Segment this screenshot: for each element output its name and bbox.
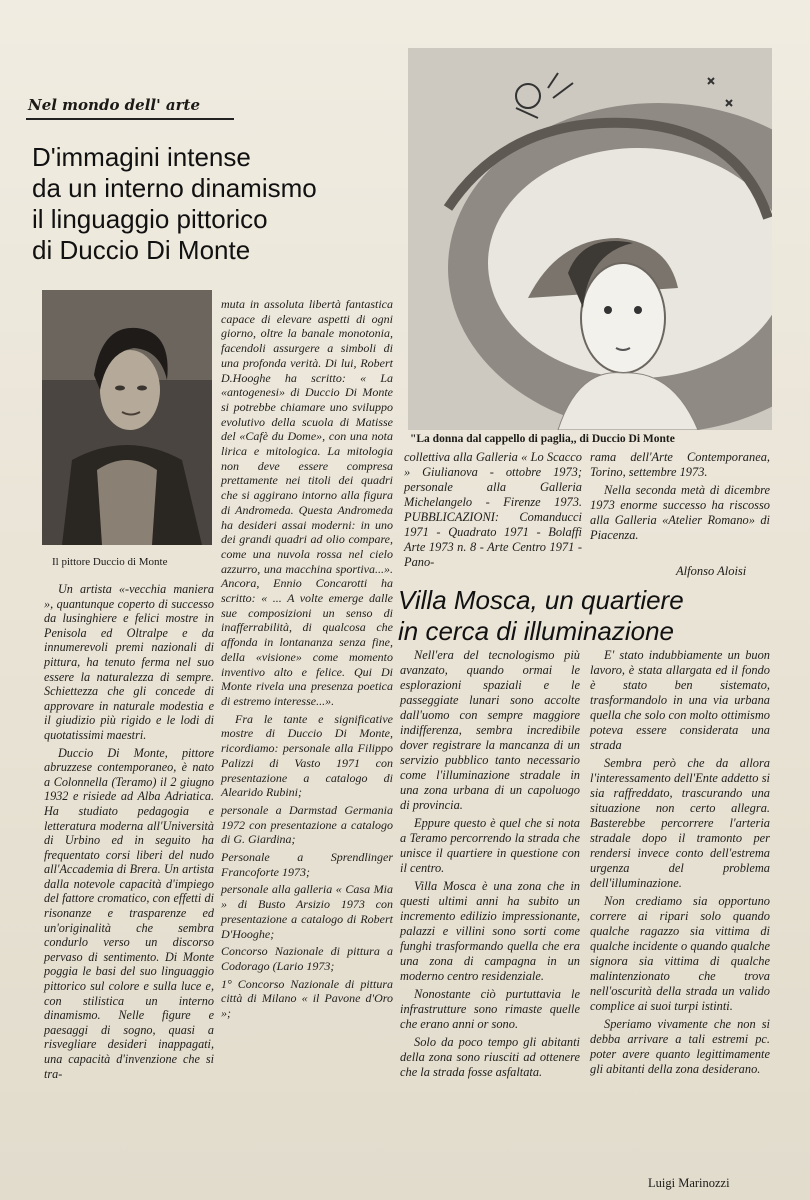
artwork-reproduction [408,48,772,430]
artist-portrait-photo [42,290,212,545]
paragraph: Fra le tante e significative mostre di Duccio Di Monte, ricordiamo: personale alla Filippo Palizzi di Vasto 1971 con presentazione a catalogo di Alearido Rubini; [221,711,393,800]
paragraph: Speriamo vivamente che non si debba arrivare a tali estremi pc. poter avere quanto legittimamente gli abitanti della zona desiderano. [590,1017,770,1076]
artwork-caption: "La donna dal cappello di paglia,, di Duccio Di Monte [410,433,675,445]
headline-line: il linguaggio pittorico [32,204,268,234]
column-3-top [404,450,582,573]
paragraph: personale a Darmstad Germania 1972 con presentazione a catalogo di G. Giardina; [221,802,393,847]
paragraph: muta in assoluta libertà fantastica capace di elevare aspetti di ogni giorno, oltre la banale monotonia, facendoli assurgere a simboli di una profonda verità. Di lui, Robert D.Hooghe ha scritto: « La «antogenesi» di Duccio Di Monte si potrebbe chiamare uno sviluppo evolutivo della scuola di Matisse del «Cafè du Dome», con una nota lirica e mitologica. La mitologia non deve essere compresa prettamente nei titoli dei quadri che si aggirano intorno alla figura di Andromeda. Questa Andromeda ha desideri assai moderni: in uno dei grandi quadri ad olio compare, come una nuvola rossa nel cielo azzurro, una macchina sportiva...». Ancora, Ennio Concarotti ha scritto: « ... A volte emerge dalle sue composizioni un senso di inafferrabilità, di qualcosa che affonda in lontananza senza fine, della «visione» come momento inventivo alto e felice. Qui Di Monte rivela una presenza poetica di estremo interesse...». [221,297,393,708]
column-2 [221,297,393,1024]
paragraph: Un artista «-vecchia maniera », quantunque coperto di successo da lusinghiere e felici mostre in Penisola ed Oltralpe e da innumerevoli premi nazionali di pittura, ha tenuto ferma nel suo essere la naturalezza di sempre. Schiettezza che gli concede di approvare in naturale modestia e il giudizio più rigido e le lodi di quotatissimi maestri. [44,582,214,742]
villa-headline [398,585,770,647]
section-underline [26,118,234,120]
paragraph: Sembra però che da allora l'interessamento dell'Ente addetto si sia raffreddato, trascurando una situazione non certo allegra. Basterebbe percorrere l'arteria stradale dopo il tramonto per rendersi invece conto dell'estrema urgenza del problema dell'illuminazione. [590,756,770,890]
paragraph: Non crediamo sia opportuno correre ai ripari solo quando qualche ragazzo sia vittima di qualche incidente o quando qualche signora sia vittima di qualche malintenzionato che trova nell'oscurità della strada un valido complice ai suoi turpi istinti. [590,894,770,1013]
paragraph: Nell'era del tecnologismo più avanzato, quando ormai le esplorazioni spaziali e le passeggiate lunari sono accolte dall'uomo con sempre maggiore indifferenza, sembra incredibile dover registrare la mancanza di un servizio pubblico tanto necessario come l'illuminazione stradale in una zona urbana di un capoluogo di provincia. [400,648,580,812]
article-headline [32,142,402,266]
paragraph: personale alla galleria « Casa Mia » di Busto Arsizio 1973 con presentazione a catalogo di Robert D'Hooghe; [221,882,393,941]
paragraph: E' stato indubbiamente un buon lavoro, è stata allargata ed il fondo è stato ben sistemato, trasformandolo in una via urbana quella che solo con molto ottimismo poteva essere considerata una strada [590,648,770,752]
paragraph: 1° Concorso Nazionale di pittura città di Milano « il Pavone d'Oro »; [221,976,393,1021]
paragraph: Duccio Di Monte, pittore abruzzese contemporaneo, è nato a Colonnella (Teramo) il 2 giugno 1932 e risiede ad Alba Adriatica. Ha studiato pedagogia e letteratura moderna all'Università di Urbino ed in seguito ha frequentato corsi liberi del nudo all'Accademia di Brera. Un artista dalla notevole capacità d'impiego del fattore cromatico, con effetti di risonanze e trasparenze ed un'originalità che sembra condurlo verso un discorso pervaso di sentimento. Di Monte poggia le basi del suo linguaggio pittorico sul colore e sulla luce e, con stilistica un interno dinamismo. Nelle figure e paesaggi di sogno, quasi a risvegliare desideri inappagati, una capacità d'invenzione che si tra- [44,745,214,1081]
villa-headline-line: Villa Mosca, un quartiere [398,585,684,615]
paragraph: Eppure questo è quel che si nota a Teramo percorrendo la strada che unisce il quartiere in questione con il centro. [400,816,580,875]
signature-aloisi: Alfonso Aloisi [676,564,747,578]
column-1 [44,582,214,1084]
column-3 [400,648,580,1083]
paragraph: Solo da poco tempo gli abitanti della zona sono riusciti ad ottenere che la strada fosse asfaltata. [400,1035,580,1079]
paragraph: Nonostante ciò purtuttavia le infrastrutture sono rimaste quelle che erano anni or sono. [400,987,580,1031]
column-4-top [590,450,770,546]
column-4 [590,648,770,1080]
paragraph: collettiva alla Galleria « Lo Scacco » Giulianova - ottobre 1973; personale alla Galleria Michelangelo - Firenze 1973. PUBBLICAZIONI: Comanducci 1971 - Quadrato 1971 - Bolaffi Arte 1973 n. 8 - Arte Centro 1971 - Pano- [404,450,582,569]
paragraph: rama dell'Arte Contemporanea, Torino, settembre 1973. [590,450,770,479]
section-heading: Nel mondo dell' arte [28,96,201,114]
paragraph: Concorso Nazionale di pittura a Codorago (Lario 1973; [221,944,393,973]
headline-line: D'immagini intense [32,142,251,172]
villa-headline-line: in cerca di illuminazione [398,616,675,646]
paragraph: Personale a Sprendlinger Francoforte 1973; [221,850,393,879]
headline-line: di Duccio Di Monte [32,235,251,265]
signature-marinozzi: Luigi Marinozzi [648,1176,730,1190]
paragraph: Villa Mosca è una zona che in questi ultimi anni ha subito un incremento edilizio impressionante, palazzi e villini sono sorti come funghi trasformando quella che era una zona di campagna in un moderno centro residenziale. [400,879,580,983]
photo-caption: Il pittore Duccio di Monte [52,556,168,568]
paragraph: Nella seconda metà di dicembre 1973 enorme successo ha riscosso alla Galleria «Atelier Romano» di Piacenza. [590,483,770,542]
headline-line: da un interno dinamismo [32,173,317,203]
